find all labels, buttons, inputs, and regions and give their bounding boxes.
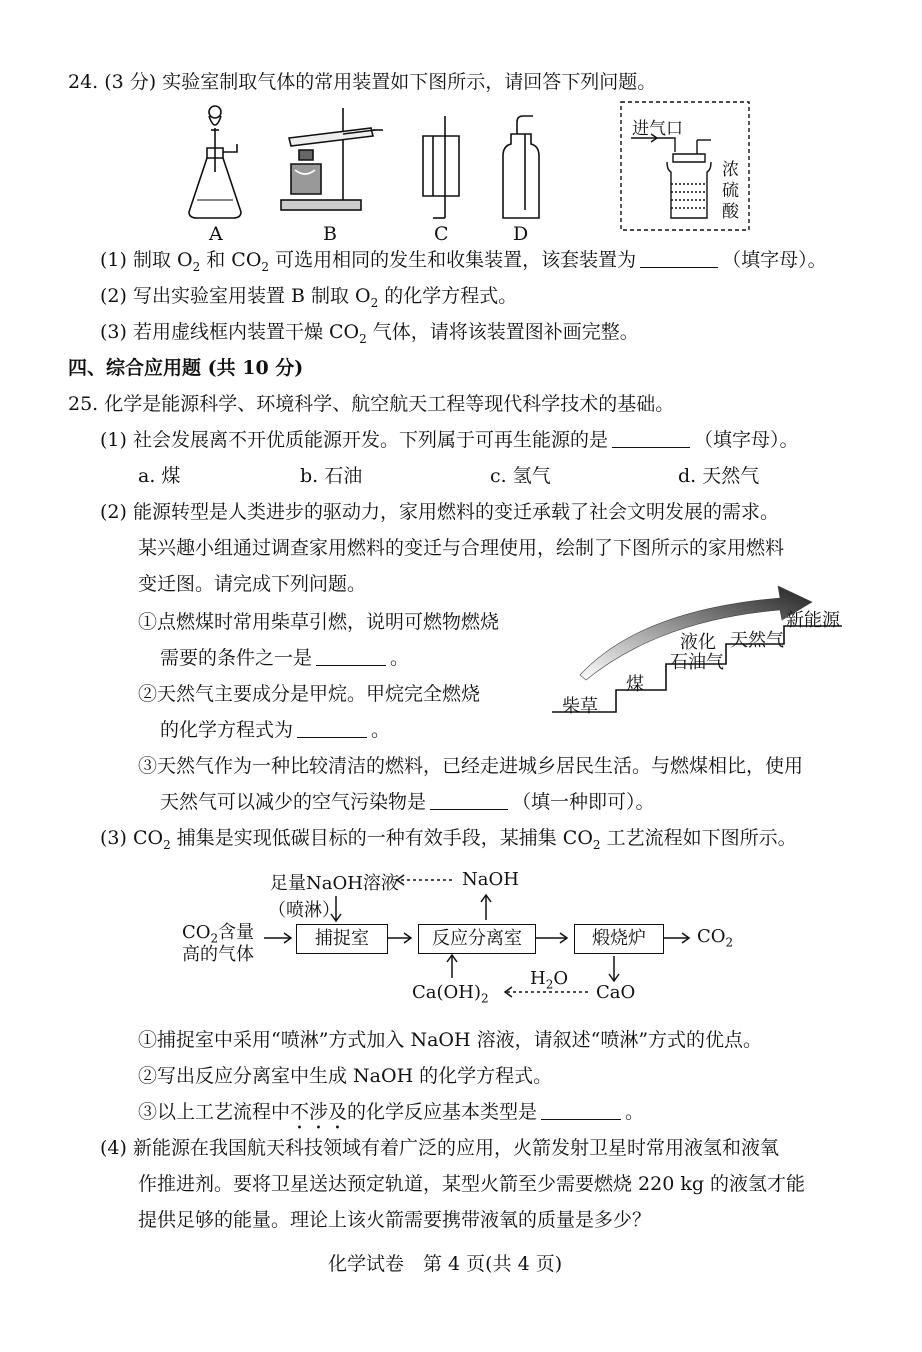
q3-sub3: ③以上工艺流程中不涉及的化学反应基本类型是 。: [138, 1101, 645, 1123]
q25-stem: 25. 化学是能源科学、环境科学、航空航天工程等现代科学技术的基础。: [68, 393, 675, 415]
label-d: D: [513, 223, 529, 245]
step-coal: 煤: [626, 674, 644, 695]
cao-label: CaO: [596, 982, 636, 1003]
q25-part2-line2: 某兴趣小组通过调查家用燃料的变迁与合理使用，绘制了下图所示的家用燃料: [138, 537, 785, 559]
q25-part2-line1: (2) 能源转型是人类进步的驱动力，家用燃料的变迁承载了社会文明发展的需求。: [100, 501, 779, 523]
q25-part3: (3) $CO_2$ 捕集是实现低碳目标的一种有效手段，某捕集 $CO_2$ 工艺流程如下图所示。: [100, 827, 797, 852]
dryer-acid-label: 浓硫酸: [722, 160, 739, 222]
sub2-line1: ②天然气主要成分是甲烷。甲烷完全燃烧: [138, 683, 481, 705]
step-natural-gas: 天然气: [730, 630, 784, 651]
q24-stem: 24. (3 分) 实验室制取气体的常用装置如下图所示，请回答下列问题。: [68, 71, 657, 93]
option-a: a. 煤: [138, 465, 181, 487]
q25-part2-line3: 变迁图。请完成下列问题。: [138, 573, 367, 595]
label-c: C: [434, 223, 449, 245]
option-d: d. 天然气: [678, 465, 760, 487]
section-heading: 四、综合应用题 (共 10 分): [68, 357, 304, 379]
naoh-solution-label: 足量NaOH溶液: [270, 873, 399, 894]
spray-label: （喷淋）: [268, 900, 340, 921]
step-chaicao: 柴草: [562, 696, 598, 717]
q24-part2: (2) 写出实验室用装置 B 制取 $O_2$ 的化学方程式。: [100, 285, 518, 310]
sub3-line2: 天然气可以减少的空气污染物是 （填一种即可）。: [160, 791, 655, 813]
q3-sub1: ①捕捉室中采用“喷淋”方式加入 NaOH 溶液，请叙述“喷淋”方式的优点。: [138, 1029, 763, 1051]
naoh-label: NaOH: [462, 869, 519, 890]
gas-in-label-1: $CO_2$含量: [182, 922, 255, 946]
apparatus-c: [423, 116, 459, 218]
gas-in-label-2: 高的气体: [182, 944, 254, 965]
step-lpg-2: 石油气: [670, 652, 724, 673]
label-a: A: [209, 223, 223, 245]
sub1-line1: ①点燃煤时常用柴草引燃，说明可燃物燃烧: [138, 611, 500, 633]
option-b: b. 石油: [300, 465, 363, 487]
step-lpg-1: 液化: [680, 632, 716, 653]
step-new-energy: 新能源: [786, 610, 840, 631]
option-c: c. 氢气: [490, 465, 551, 487]
q25-part4-line3: 提供足够的能量。理论上该火箭需要携带液氧的质量是多少？: [138, 1209, 652, 1231]
h2o-label: $H_2O$: [530, 968, 569, 992]
label-b: B: [323, 223, 337, 245]
q24-part3: (3) 若用虚线框内装置干燥 $CO_2$ 气体，请将该装置图补画完整。: [100, 321, 639, 346]
q25-part4-line2: 作推进剂。要将卫星送达预定轨道，某型火箭至少需要燃烧 220 kg 的液氢才能: [138, 1173, 806, 1195]
q25-part4-line1: (4) 新能源在我国航天科技领域有着广泛的应用，火箭发射卫星时常用液氢和液氧: [100, 1137, 779, 1159]
q3-sub2: ②写出反应分离室中生成 NaOH 的化学方程式。: [138, 1065, 553, 1087]
reaction-separation-room: 反应分离室: [418, 924, 536, 954]
page-footer: 化学试卷 第 4 页(共 4 页): [328, 1253, 563, 1275]
sub2-line2: 的化学方程式为 。: [160, 719, 391, 741]
apparatus-a: [189, 106, 241, 218]
apparatus-d: [503, 116, 539, 218]
sub1-line2: 需要的条件之一是 。: [160, 647, 410, 669]
capture-room: 捕捉室: [296, 924, 388, 954]
apparatus-figure: [185, 100, 775, 245]
calciner: 煅烧炉: [574, 924, 664, 954]
q24-part1: (1) 制取 $O_2$ 和 $CO_2$ 可选用相同的发生和收集装置，该套装置为 （填字母）。: [100, 249, 827, 274]
sub3-line1: ③天然气作为一种比较清洁的燃料，已经走进城乡居民生活。与燃煤相比，使用: [138, 755, 804, 777]
apparatus-b: [281, 108, 383, 210]
co2-out-label: $CO_2$: [697, 926, 734, 950]
dryer-inlet-label: 进气口: [632, 119, 683, 139]
caoh2-label: $Ca(OH)_2$: [412, 982, 489, 1006]
q25-part1: (1) 社会发展离不开优质能源开发。下列属于可再生能源的是 （填字母）。: [100, 429, 799, 451]
